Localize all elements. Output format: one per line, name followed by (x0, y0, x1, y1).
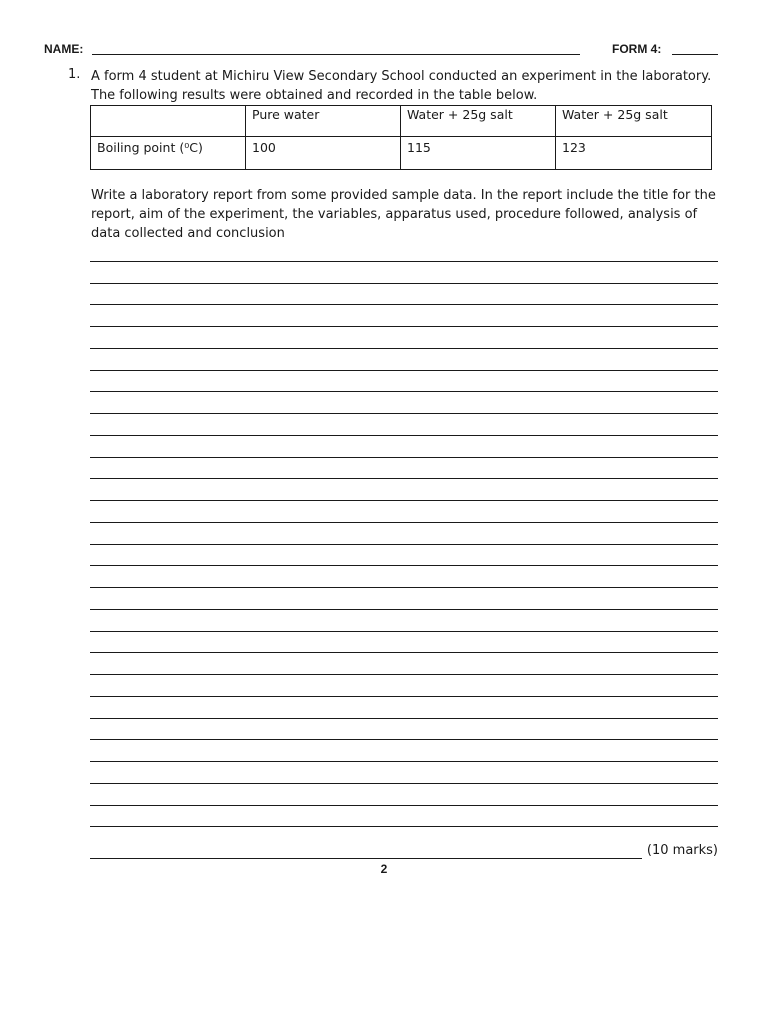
answer-line (90, 632, 718, 654)
table-header-row (91, 106, 712, 137)
answer-line (90, 545, 718, 567)
answer-line (90, 588, 718, 610)
name-blank-line (92, 54, 580, 55)
header (44, 42, 720, 60)
answer-line (90, 566, 718, 588)
question-number: 1. (68, 67, 81, 82)
form-label: FORM 4: (612, 42, 662, 56)
table-cell: 123 (556, 137, 712, 170)
results-table (90, 105, 712, 170)
table-cell: 100 (246, 137, 401, 170)
answer-line (90, 719, 718, 741)
name-label: NAME: (44, 42, 84, 56)
answer-line (90, 436, 718, 458)
instructions-text: Write a laboratory report from some provided sample data. In the report include the title for the report, aim of the experiment, the variables, apparatus used, procedure followed, analysis of data collected and conclusion (91, 188, 716, 241)
table-header-cell: Water + 25g salt (556, 106, 712, 137)
table-row (91, 137, 712, 170)
answer-line (90, 697, 718, 719)
answer-line (90, 675, 718, 697)
answer-line (90, 762, 718, 784)
answer-line (90, 349, 718, 371)
answer-line (90, 523, 718, 545)
marks-label: (10 marks) (646, 843, 718, 858)
answer-line (90, 806, 718, 828)
answer-line (90, 858, 642, 859)
answer-line (90, 305, 718, 327)
final-answer-row (90, 843, 720, 863)
table-cell: 115 (401, 137, 556, 170)
answer-line (90, 740, 718, 762)
answer-line (90, 392, 718, 414)
answer-line (90, 371, 718, 393)
answer-line (90, 327, 718, 349)
answer-line (90, 610, 718, 632)
question-text: A form 4 student at Michiru View Secondary School conducted an experiment in the laboratory. The following results were obtained and recorded in the table below. (91, 69, 712, 103)
answer-lines (90, 240, 718, 827)
table-header-cell: Pure water (246, 106, 401, 137)
answer-line (90, 479, 718, 501)
answer-line (90, 501, 718, 523)
table-header-cell (91, 106, 246, 137)
answer-line (90, 653, 718, 675)
page-number: 2 (380, 862, 388, 876)
row-label-cell: Boiling point (⁰C) (91, 137, 246, 170)
answer-line (90, 262, 718, 284)
form-blank-line (672, 54, 718, 55)
answer-line (90, 784, 718, 806)
answer-line (90, 414, 718, 436)
table-header-cell: Water + 25g salt (401, 106, 556, 137)
answer-line (90, 284, 718, 306)
answer-line (90, 240, 718, 262)
answer-line (90, 458, 718, 480)
